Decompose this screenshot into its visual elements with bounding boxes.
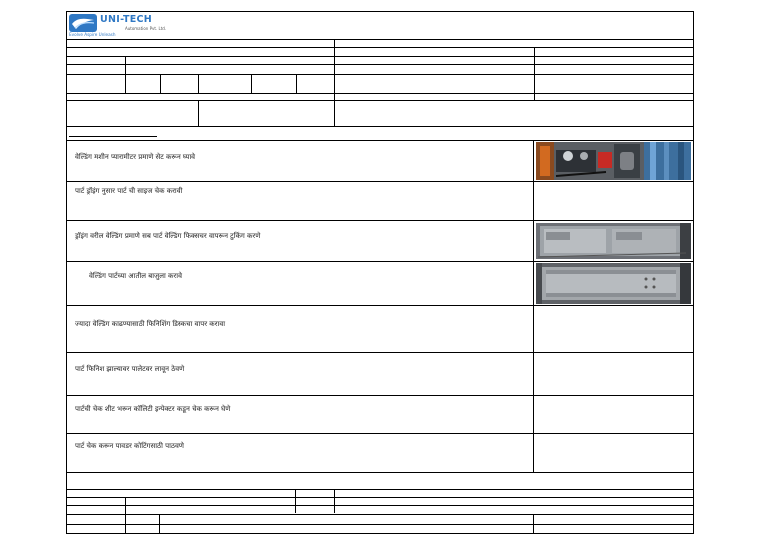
work-instruction-sheet: [66, 11, 694, 534]
footer-rule: [67, 524, 693, 525]
company-logo: [69, 14, 167, 38]
image-column-divider: [533, 140, 534, 472]
row-rule: [67, 305, 693, 306]
step-text: पार्ट ड्रॉइंग नुसार पार्ट ची साइज चेक करावी: [75, 187, 183, 195]
row-rule: [67, 395, 693, 396]
row-rule: [67, 433, 693, 434]
step-text: वेल्डिंग मशीन प्यारामीटर प्रमाणे सेट करून घ्यावे: [75, 153, 196, 161]
brand-tagline: Evolve Aspire Unleash: [69, 32, 116, 37]
footer-rule: [67, 505, 693, 506]
header-rule: [67, 56, 693, 57]
footer-divider: [334, 489, 335, 513]
step-text: वेल्डिंग पार्टच्या आतील बाजुला करावे: [89, 272, 182, 280]
row-rule: [67, 140, 693, 141]
footer-divider: [159, 514, 160, 534]
row-rule: [67, 472, 693, 473]
footer-rule: [67, 514, 693, 515]
logo-mark-icon: [69, 14, 97, 32]
header-rule: [67, 93, 693, 94]
header-divider: [160, 74, 161, 93]
step-text: पार्ट फिनिश झाल्यावर पालेटवर लावून ठेवणे: [75, 365, 185, 373]
header-divider: [198, 100, 199, 126]
step-text: ड्रॉइंग वरील वेल्डिंग प्रमाणे सब पार्ट वेल्डिंग फिक्सचर वापरून टुकिंग करणे: [75, 232, 261, 240]
header-divider: [125, 56, 126, 93]
tack-welding-fixture-photo: [536, 223, 691, 259]
inner-welding-photo: [536, 263, 691, 304]
row-rule: [67, 261, 693, 262]
row-rule: [67, 352, 693, 353]
header-rule: [67, 64, 693, 65]
footer-divider: [533, 514, 534, 534]
step-text: पार्टची चेक शीट भरून कॉलिटी इन्पेक्टर कडून चेक करून घेणे: [75, 405, 231, 413]
header-divider: [534, 47, 535, 100]
footer-divider: [125, 497, 126, 534]
short-rule: [69, 136, 157, 137]
row-rule: [67, 220, 693, 221]
footer-divider: [295, 489, 296, 513]
footer-rule: [67, 489, 693, 490]
welding-machine-photo: [536, 142, 691, 180]
step-text: ज्यादा वेल्डिंग काढण्यासाठी फिनिशिंग डिस्कचा वापर करावा: [75, 320, 226, 328]
header-divider: [251, 74, 252, 93]
header-rule: [67, 47, 693, 48]
step-text: पार्ट चेक करून पावडर कोटिंगसाठी पाठवणे: [75, 442, 184, 450]
row-rule: [67, 181, 693, 182]
header-rule: [67, 39, 693, 40]
brand-name: UNI-TECH: [100, 14, 153, 25]
footer-rule: [67, 497, 693, 498]
header-rule: [67, 126, 693, 127]
header-divider: [198, 74, 199, 93]
brand-subtitle: Automation Pvt. Ltd.: [125, 26, 167, 31]
header-rule: [67, 100, 693, 101]
header-divider: [334, 39, 335, 126]
header-divider: [296, 74, 297, 93]
